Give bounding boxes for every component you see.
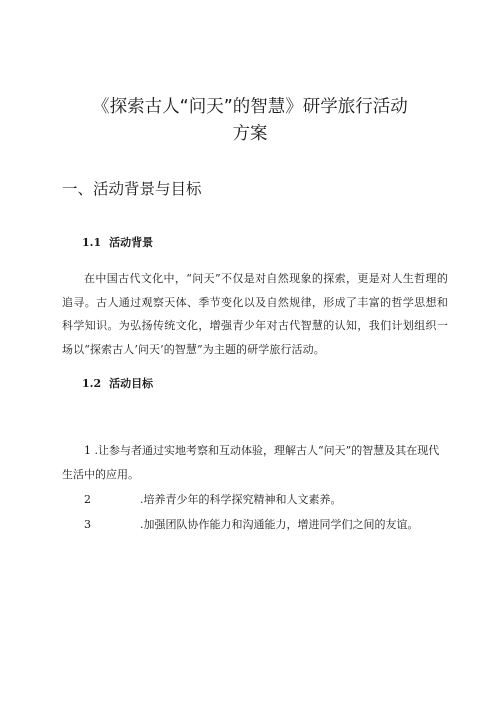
subsection-heading-goals xyxy=(82,376,153,392)
goal-item-1 xyxy=(62,439,448,486)
document-title xyxy=(60,94,440,148)
title-line-2: 方案 xyxy=(232,124,268,144)
section-heading: 一、活动背景与目标 xyxy=(62,180,202,198)
goal-marker: 3 xyxy=(84,518,91,531)
subsection-heading-background xyxy=(82,235,153,251)
goal-item-3 xyxy=(62,513,448,537)
goal-text: .培养青少年的科学探究精神和人文素养。 xyxy=(140,493,342,506)
subsection-number: 1.2 xyxy=(82,377,102,390)
title-line-1: 《探索古人“问天”的智慧》研学旅行活动 xyxy=(92,97,408,117)
goal-text: .加强团队协作能力和沟通能力，增进同学们之间的友谊。 xyxy=(140,518,419,531)
goal-text: .让参与者通过实地考察和互动体验，理解古人“问天”的智慧及其在现代生活中的应用。 xyxy=(62,444,440,481)
subsection-title: 活动背景 xyxy=(109,236,154,249)
goal-marker: 2 xyxy=(84,493,91,506)
goal-marker: 1 xyxy=(84,444,91,457)
subsection-title: 活动目标 xyxy=(109,377,154,390)
goal-item-2 xyxy=(62,488,448,512)
subsection-number: 1.1 xyxy=(82,236,102,249)
background-paragraph: 在中国古代文化中，“问天”不仅是对自然现象的探索，更是对人生哲理的追寻。古人通过观察天体、季节变化以及自然规律，形成了丰富的哲学思想和科学知识。为弘扬传统文化，增强青少年对古代智慧的认知，我们计划组织一场以“探索古人’问天’的智慧”为主题的研学旅行活动。 xyxy=(62,272,448,356)
